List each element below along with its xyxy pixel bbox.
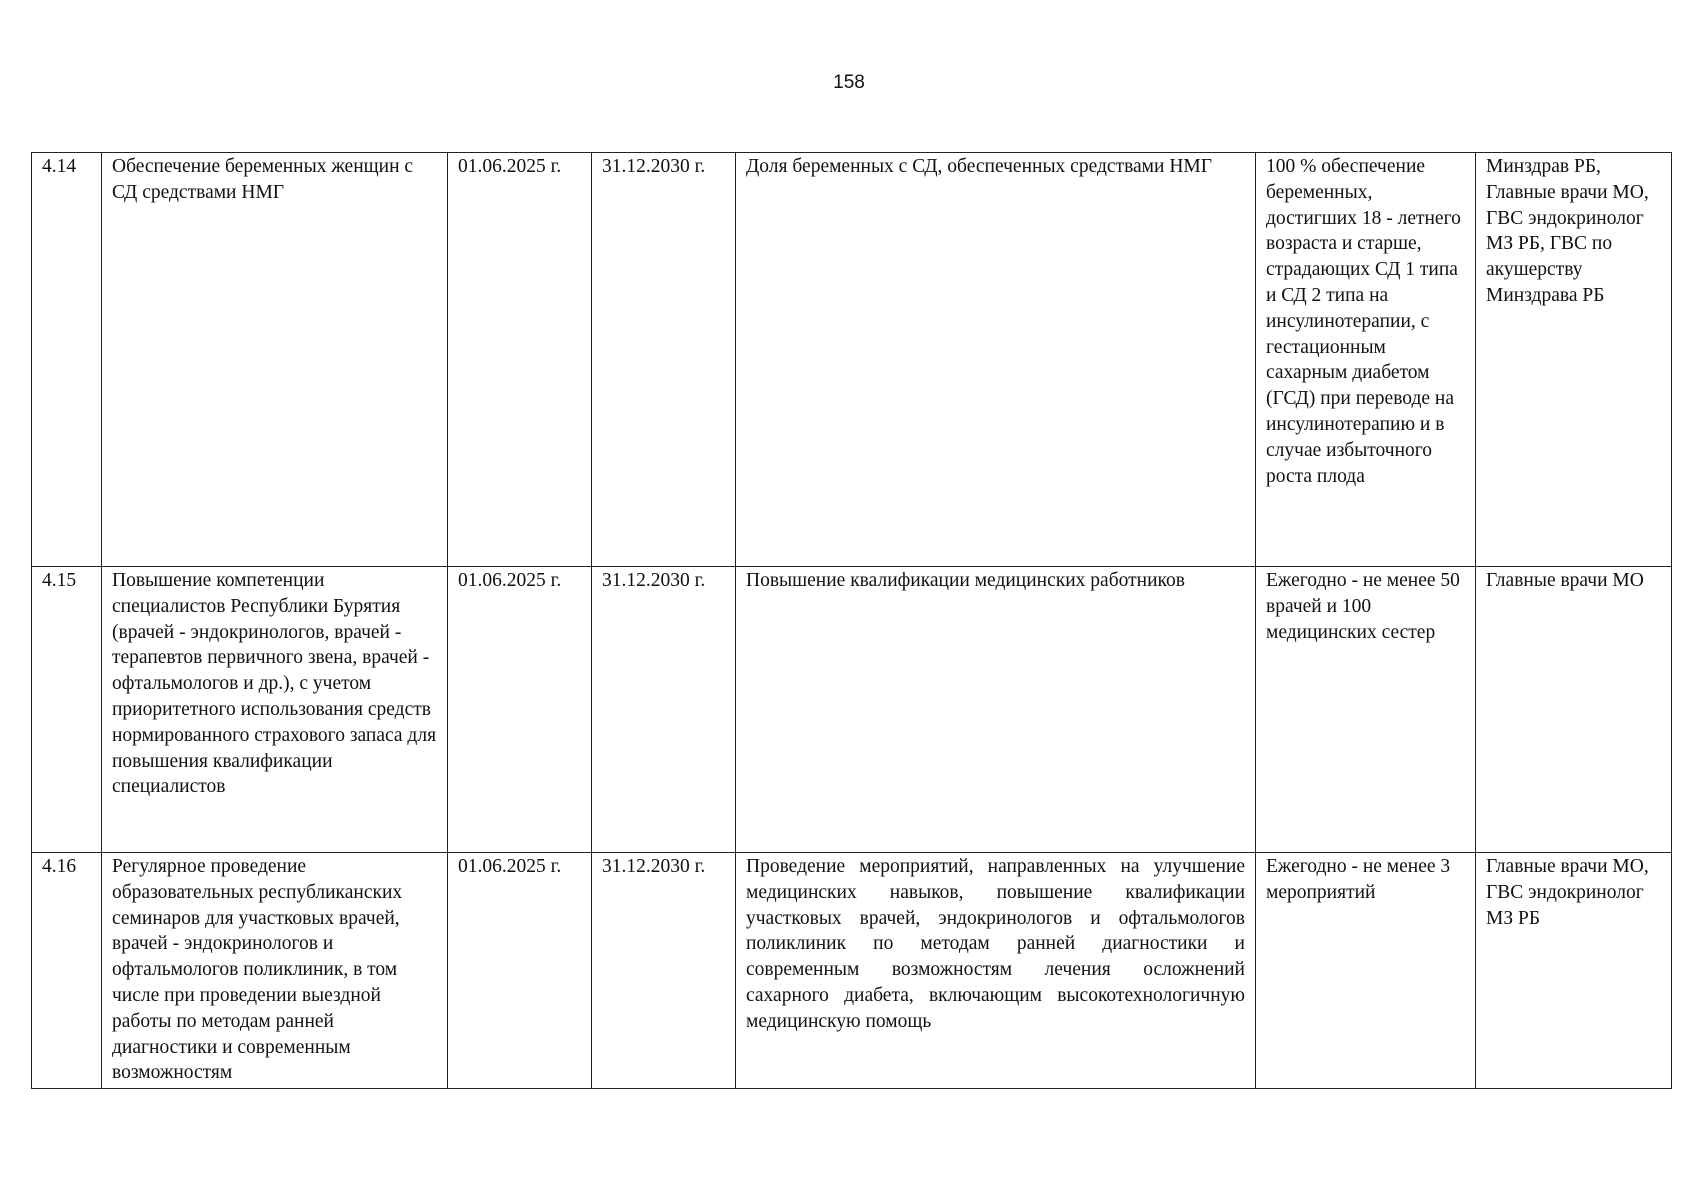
- end-date-cell: 31.12.2030 г.: [592, 153, 736, 567]
- action-plan-table: [31, 152, 1672, 1089]
- row-number: 4.16: [32, 853, 102, 1089]
- activity-cell: Обеспечение беременных женщин с СД средствами НМГ: [102, 153, 448, 567]
- end-date-cell: 31.12.2030 г.: [592, 853, 736, 1089]
- page-number: 158: [833, 72, 865, 93]
- row-number: 4.14: [32, 153, 102, 567]
- activity-cell: Повышение компетенции специалистов Республики Бурятия (врачей - эндокринологов, врачей - терапевтов первичного звена, врачей - офтальмологов и др.), с учетом приоритетного использования средств нормированного страхового запаса для повышения квалификации специалистов: [102, 567, 448, 853]
- target-cell: 100 % обеспечение беременных, достигших 18 - летнего возраста и старше, страдающих СД 1 типа и СД 2 типа на инсулинотерапии, с гестационным сахарным диабетом (ГСД) при переводе на инсулинотерапию и в случае избыточного роста плода: [1256, 153, 1476, 567]
- responsible-cell: Главные врачи МО: [1476, 567, 1672, 853]
- responsible-cell: Главные врачи МО, ГВС эндокринолог МЗ РБ: [1476, 853, 1672, 1089]
- target-cell: Ежегодно - не менее 50 врачей и 100 медицинских сестер: [1256, 567, 1476, 853]
- indicator-cell: Доля беременных с СД, обеспеченных средствами НМГ: [736, 153, 1256, 567]
- activity-cell: Регулярное проведение образовательных республиканских семинаров для участковых врачей, врачей - эндокринологов и офтальмологов поликлиник, в том числе при проведении выездной работы по методам ранней диагностики и современным возможностям: [102, 853, 448, 1089]
- end-date-cell: 31.12.2030 г.: [592, 567, 736, 853]
- indicator-cell: Повышение квалификации медицинских работников: [736, 567, 1256, 853]
- start-date-cell: 01.06.2025 г.: [448, 853, 592, 1089]
- table-row: [32, 853, 1672, 1089]
- target-cell: Ежегодно - не менее 3 мероприятий: [1256, 853, 1476, 1089]
- start-date-cell: 01.06.2025 г.: [448, 567, 592, 853]
- table-row: [32, 153, 1672, 567]
- table-row: [32, 567, 1672, 853]
- row-number: 4.15: [32, 567, 102, 853]
- responsible-cell: Минздрав РБ, Главные врачи МО, ГВС эндокринолог МЗ РБ, ГВС по акушерству Минздрава РБ: [1476, 153, 1672, 567]
- start-date-cell: 01.06.2025 г.: [448, 153, 592, 567]
- indicator-cell: Проведение мероприятий, направленных на улучшение медицинских навыков, повышение квалификации участковых врачей, эндокринологов и офтальмологов поликлиник по методам ранней диагностики и современным возможностям лечения осложнений сахарного диабета, включающим высокотехнологичную медицинскую помощь: [736, 853, 1256, 1089]
